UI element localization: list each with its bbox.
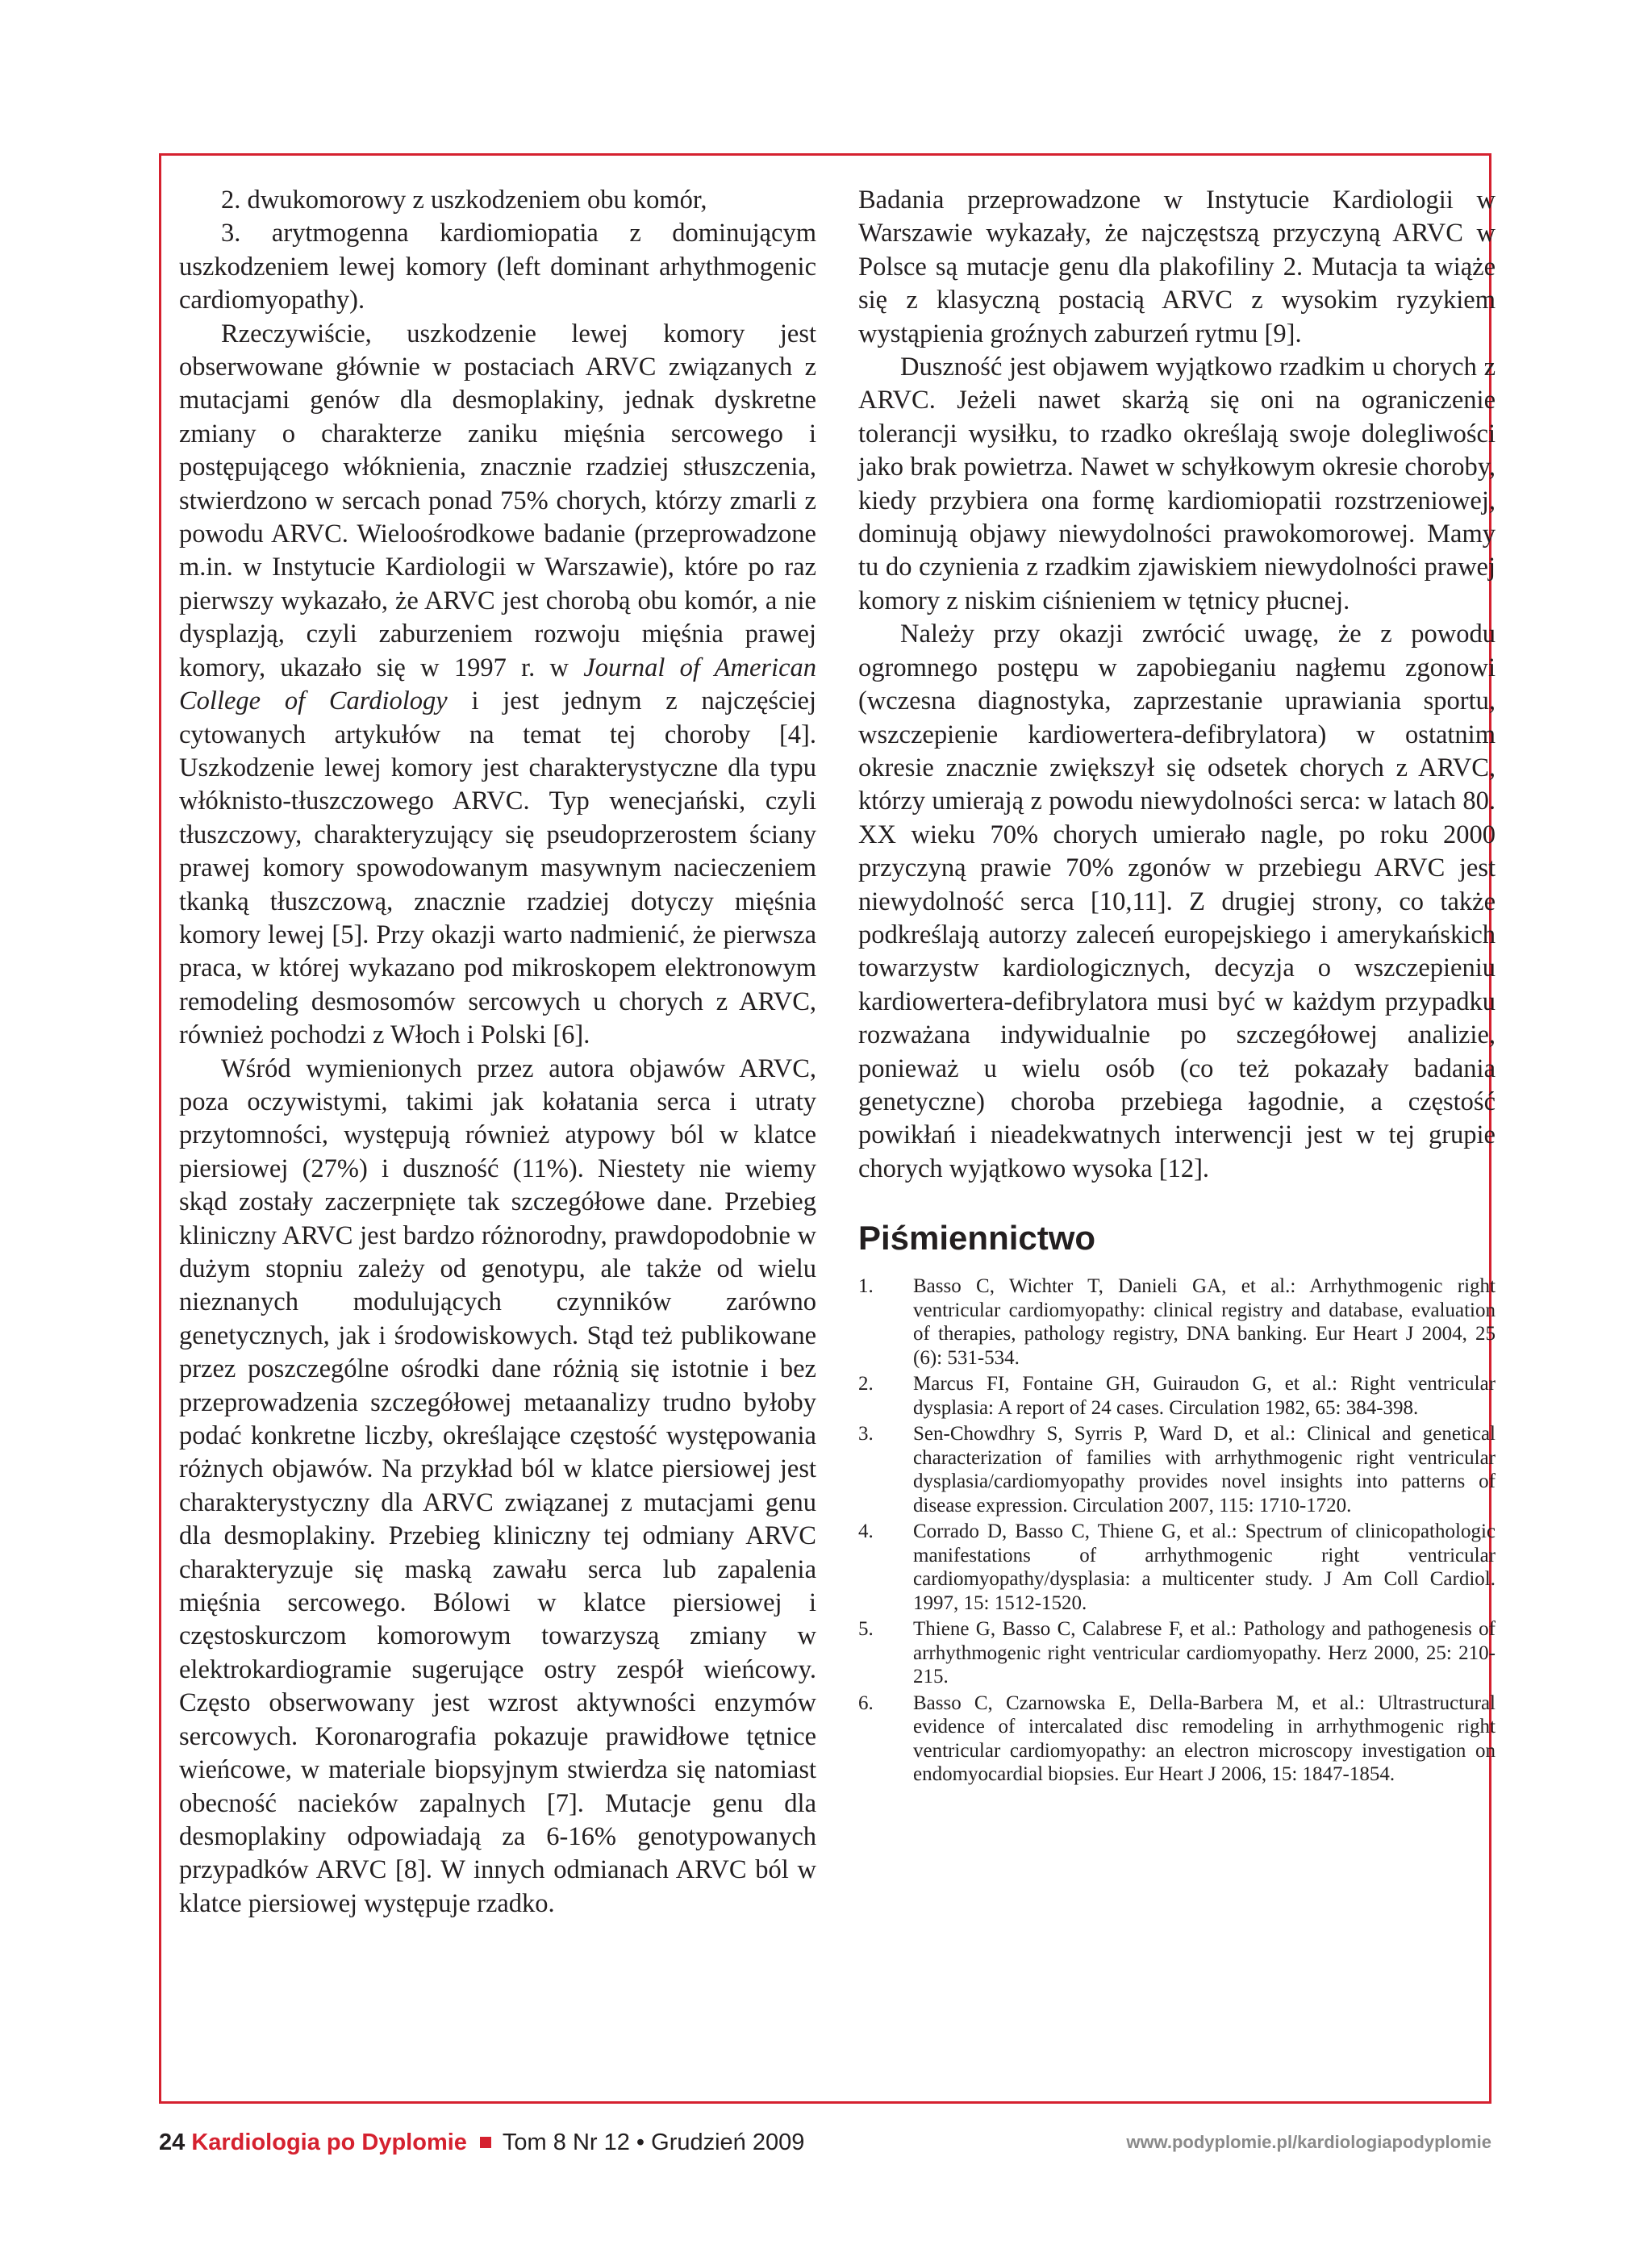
reference-text: Thiene G, Basso C, Calabrese F, et al.: Pathology and pathogenesis of arrhythmogenic right ventricular cardiomyopathy. Herz 2000, 25: 210-215. (913, 1618, 1496, 1688)
paragraph-right-2: Należy przy okazji zwrócić uwagę, że z powodu ogromnego postępu w zapobieganiu nagłemu zgonowi (wczesna diagnostyka, zaprzestanie uprawiania sportu, wszczepienie kardiowertera-defibrylatora) w ostatnim okresie znacznie zwiększył się odsetek chorych z ARVC, którzy umierają z powodu niewydolności serca: w latach 80. XX wieku 70% chorych umierało nagle, po roku 2000 przyczyną prawie 70% zgonów w przebiegu ARVC jest niewydolność serca [10,11]. Z drugiej strony, co także podkreślają autorzy zaleceń europejskiego i amerykańskich towarzystw kardiologicznych, decyzja o wszczepieniu kardiowertera-defibrylatora musi być w każdym przypadku rozważana indywidualnie po szczegółowej analizie, ponieważ u wielu osób (co też pokazały badania genetyczne) choroba przebiega łagodnie, a częstość powikłań i nieadekwatnych interwencji jest w tej grupie chorych wyjątkowo wysoka [12]. (858, 619, 1496, 1183)
journal-name: Kardiologia po Dyplomie (191, 2130, 467, 2155)
reference-item (858, 1617, 1496, 1689)
journal-url[interactable]: www.podyplomie.pl/kardiologiapodyplomie (1126, 2132, 1491, 2152)
references-list (858, 1274, 1496, 1787)
reference-item (858, 1274, 1496, 1370)
paragraph-left-1-text: Rzeczywiście, uszkodzenie lewej komory jest obserwowane głównie w postaciach ARVC związanych z mutacjami genów dla desmoplakiny, jednak dyskretne zmiany o charakterze zaniku mięśnia sercowego i postępującego włóknienia, znacznie rzadziej stłuszczenia, stwierdzono w sercach ponad 75% chorych, którzy zmarli z powodu ARVC. Wieloośrodkowe badanie (przeprowadzone m.in. w Instytucie Kardiologii w Warszawie), które po raz pierwszy wykazało, że ARVC jest chorobą obu komór, a nie dysplazją, czyli zaburzeniem rozwoju mięśnia prawej komory, ukazało się w 1997 r. w (179, 319, 816, 682)
reference-number: 6. (858, 1692, 874, 1714)
reference-item (858, 1372, 1496, 1420)
reference-item (858, 1692, 1496, 1787)
reference-item (858, 1520, 1496, 1615)
paragraph-left-1-tail: i jest jednym z najczęściej cytowanych artykułów na temat tej choroby [4]. Uszkodzenie lewej komory jest charakterystyczne dla typu włóknisto-tłuszczowego ARVC. Typ wenecjański, czyli tłuszczowy, charakteryzujący się pseudoprzerostem ściany prawej komory spowodowanym masywnym nacieczeniem tkanką tłuszczową, znacznie rzadziej dotyczy mięśnia komory lewej [5]. Przy okazji warto nadmienić, że pierwsza praca, w której wykazano pod mikroskopem elektronowym remodeling desmosomów sercowych u chorych z ARVC, również pochodzi z Włoch i Polski [6]. (179, 686, 816, 1050)
reference-item (858, 1422, 1496, 1517)
reference-text: Corrado D, Basso C, Thiene G, et al.: Spectrum of clinicopathologic manifestations of arrhythmogenic right ventricular cardiomyopathy/dysplasia: a multicenter study. J Am Coll Cardiol. 1997, 15: 1512-1520. (913, 1521, 1496, 1614)
reference-number: 2. (858, 1373, 874, 1395)
issue-info: Tom 8 Nr 12 • Grudzień 2009 (502, 2130, 805, 2155)
reference-text: Basso C, Czarnowska E, Della-Barbera M, et al.: Ultrastructural evidence of intercalated disc remodeling in arrhythmogenic right ventricular cardiomyopathy: an electron microscopy investigation on endomyocardial biopsies. Eur Heart J 2006, 15: 1847-1854. (913, 1692, 1496, 1786)
page-footer (159, 2126, 1491, 2159)
reference-text: Marcus FI, Fontaine GH, Guiraudon G, et al.: Right ventricular dysplasia: A report of 24 cases. Circulation 1982, 65: 384-398. (913, 1373, 1496, 1419)
page-number: 24 (159, 2130, 186, 2155)
paragraph-left-1 (179, 318, 816, 1053)
paragraph-right-1: Duszność jest objawem wyjątkowo rzadkim u chorych z ARVC. Jeżeli nawet skarżą się oni na ograniczenie tolerancji wysiłku, to rzadko określają swoje dolegliwości jako brak powietrza. Nawet w schyłkowym okresie choroby, kiedy przybiera ona formę kardiomiopatii rozstrzeniowej, dominują objawy niewydolności prawokomorowej. Mamy tu do czynienia z rzadkim zjawiskiem niewydolności prawej komory z niskim ciśnieniem w tętnicy płucnej. (858, 352, 1496, 615)
reference-number: 1. (858, 1275, 874, 1298)
reference-number: 3. (858, 1423, 874, 1445)
list-item-2: 2. dwukomorowy z uszkodzeniem obu komór, (221, 186, 707, 215)
left-column (179, 184, 816, 1921)
reference-text: Basso C, Wichter T, Danieli GA, et al.: Arrhythmogenic right ventricular cardiomyopathy: clinical registry and database, evaluation of therapies, pathology registry, DNA banking. Eur Heart J 2004, 25 (6): 531-534. (913, 1275, 1496, 1369)
reference-number: 4. (858, 1521, 874, 1543)
right-column (858, 184, 1496, 1789)
footer-left (159, 2126, 804, 2159)
red-square-icon (480, 2137, 491, 2148)
reference-number: 5. (858, 1618, 874, 1641)
paragraph-right-continuation: Badania przeprowadzone w Instytucie Kardiologii w Warszawie wykazały, że najczęstszą przyczyną ARVC w Polsce są mutacje genu dla plakofiliny 2. Mutacja ta wiąże się z klasyczną postacią ARVC z wysokim ryzykiem wystąpienia groźnych zaburzeń rytmu [9]. (858, 186, 1496, 348)
list-item-3: 3. arytmogenna kardiomiopatia z dominującym uszkodzeniem lewej komory (left dominant arhythmogenic cardiomyopathy). (179, 219, 816, 315)
references-heading: Piśmiennictwo (858, 1219, 1096, 1258)
reference-text: Sen-Chowdhry S, Syrris P, Ward D, et al.: Clinical and genetical characterization of families with arrhythmogenic right ventricular dysplasia/cardiomyopathy provides novel insights into patterns of disease expression. Circulation 2007, 115: 1710-1720. (913, 1423, 1496, 1516)
paragraph-left-2: Wśród wymienionych przez autora objawów ARVC, poza oczywistymi, takimi jak kołatania serca i utraty przytomności, występują również atypowy ból w klatce piersiowej (27%) i duszność (11%). Niestety nie wiemy skąd zostały zaczerpnięte tak szczegółowe dane. Przebieg kliniczny ARVC jest bardzo różnorodny, prawdopodobnie w dużym stopniu zależy od genotypu, ale także od wielu nieznanych modulujących czynników zarówno genetycznych, jak i środowiskowych. Stąd też publikowane przez poszczególne ośrodki dane różnią się istotnie i bez przeprowadzenia szczegółowej metaanalizy trudno byłoby podać konkretne liczby, określające częstość występowania różnych objawów. Na przykład ból w klatce piersiowej jest charakterystyczny dla ARVC związanej z mutacjami genu dla desmoplakiny. Przebieg kliniczny tej odmiany ARVC charakteryzuje się maską zawału serca lub zapalenia mięśnia sercowego. Bólowi w klatce piersiowej i częstoskurczom komorowym towarzyszą zmiany w elektrokardiogramie sugerujące ostry zespół wieńcowy. Często obserwowany jest wzrost aktywności enzymów sercowych. Koronarografia pokazuje prawidłowe tętnice wieńcowe, w materiale biopsyjnym stwierdza się natomiast obecność nacieków zapalnych [7]. Mutacje genu dla desmoplakiny odpowiadają za 6-16% genotypowanych przypadków ARVC [8]. W innych odmianach ARVC ból w klatce piersiowej występuje rzadko. (179, 1053, 816, 1918)
journal-citation-italic: Journal of American College of Cardiology (179, 653, 816, 716)
